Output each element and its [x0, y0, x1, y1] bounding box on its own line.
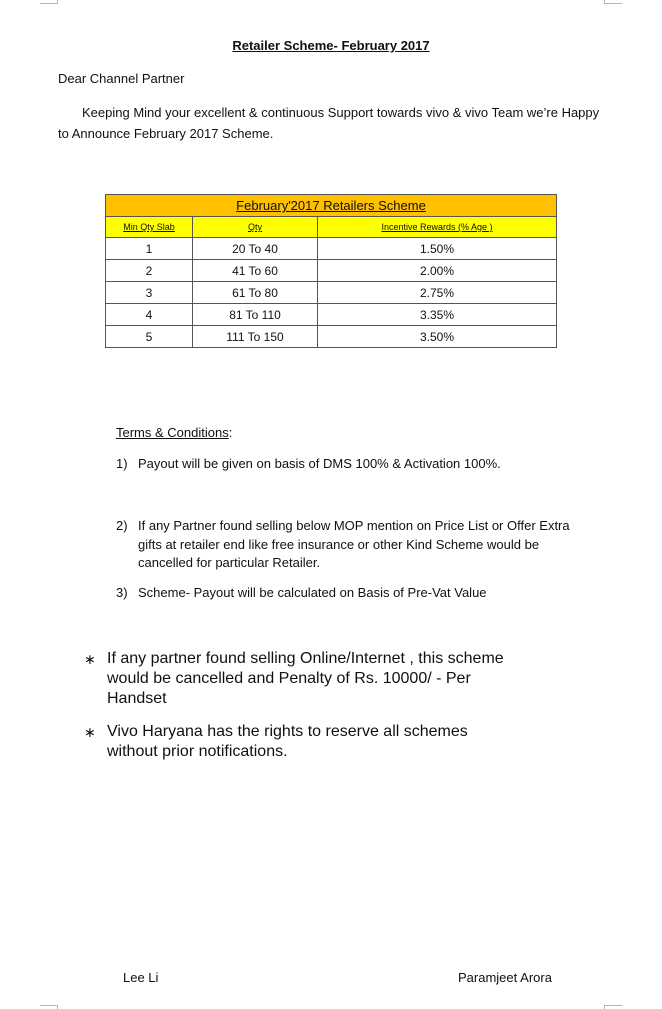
cell-incentive: 2.00%	[318, 260, 557, 282]
cell-slab: 2	[106, 260, 193, 282]
cell-slab: 5	[106, 326, 193, 348]
crop-mark-bottom-left	[40, 1005, 58, 1006]
cell-qty: 61 To 80	[193, 282, 318, 304]
table-row	[106, 304, 557, 326]
asterisk-bullet-icon: ∗	[84, 651, 96, 667]
cell-slab: 1	[106, 238, 193, 260]
cell-qty: 81 To 110	[193, 304, 318, 326]
table-header-row	[106, 217, 557, 238]
notice-text: Vivo Haryana has the rights to reserve all schemes without prior notifications.	[107, 723, 468, 760]
terms-heading	[116, 425, 232, 440]
term-number: 1)	[116, 456, 128, 471]
retailer-scheme-table	[105, 194, 557, 348]
notice-bullet	[84, 722, 504, 762]
terms-heading-label: Terms & Conditions	[116, 425, 229, 440]
cell-slab: 3	[106, 282, 193, 304]
cell-qty: 41 To 60	[193, 260, 318, 282]
term-text: If any Partner found selling below MOP mention on Price List or Offer Extra gifts at retailer end like free insurance or other Kind Scheme would be cancelled for particular Retailer.	[138, 518, 570, 570]
cell-incentive: 3.35%	[318, 304, 557, 326]
term-number: 2)	[116, 518, 128, 533]
crop-mark-bottom-right	[604, 1005, 622, 1006]
cell-incentive: 1.50%	[318, 238, 557, 260]
term-text: Payout will be given on basis of DMS 100% & Activation 100%.	[138, 456, 501, 471]
table-caption: February'2017 Retailers Scheme	[106, 195, 557, 217]
signature-right: Paramjeet Arora	[458, 970, 552, 985]
term-item	[116, 455, 596, 474]
term-item	[116, 517, 596, 573]
intro-paragraph: Keeping Mind your excellent & continuous Support towards vivo & vivo Team we’re Happy to Announce February 2017 Scheme.	[58, 105, 600, 141]
cell-qty: 20 To 40	[193, 238, 318, 260]
table-row	[106, 326, 557, 348]
crop-mark-top-left	[40, 3, 58, 4]
asterisk-bullet-icon: ∗	[84, 724, 96, 740]
column-header-min-qty-slab: Min Qty Slab	[106, 217, 193, 238]
notice-bullet	[84, 649, 504, 709]
crop-mark-top-right	[604, 0, 605, 4]
notice-text: If any partner found selling Online/Internet , this scheme would be cancelled and Penalty of Rs. 10000/ - Per Handset	[107, 650, 504, 707]
salutation: Dear Channel Partner	[58, 71, 185, 86]
cell-incentive: 2.75%	[318, 282, 557, 304]
crop-mark-top-right	[604, 3, 622, 4]
crop-mark-bottom-left	[57, 1005, 58, 1009]
table-row	[106, 260, 557, 282]
crop-mark-bottom-right	[604, 1005, 605, 1009]
column-header-incentive-rewards: Incentive Rewards (% Age )	[318, 217, 557, 238]
crop-mark-top-left	[57, 0, 58, 4]
signature-left: Lee Li	[123, 970, 159, 985]
term-number: 3)	[116, 585, 128, 600]
term-item	[116, 584, 596, 603]
cell-incentive: 3.50%	[318, 326, 557, 348]
terms-heading-suffix: :	[228, 425, 233, 440]
cell-qty: 111 To 150	[193, 326, 318, 348]
table-row	[106, 282, 557, 304]
table-row	[106, 238, 557, 260]
term-text: Scheme- Payout will be calculated on Basis of Pre-Vat Value	[138, 585, 487, 600]
column-header-qty: Qty	[193, 217, 318, 238]
cell-slab: 4	[106, 304, 193, 326]
document-title: Retailer Scheme- February 2017	[232, 38, 430, 53]
table-caption-row	[106, 195, 557, 217]
